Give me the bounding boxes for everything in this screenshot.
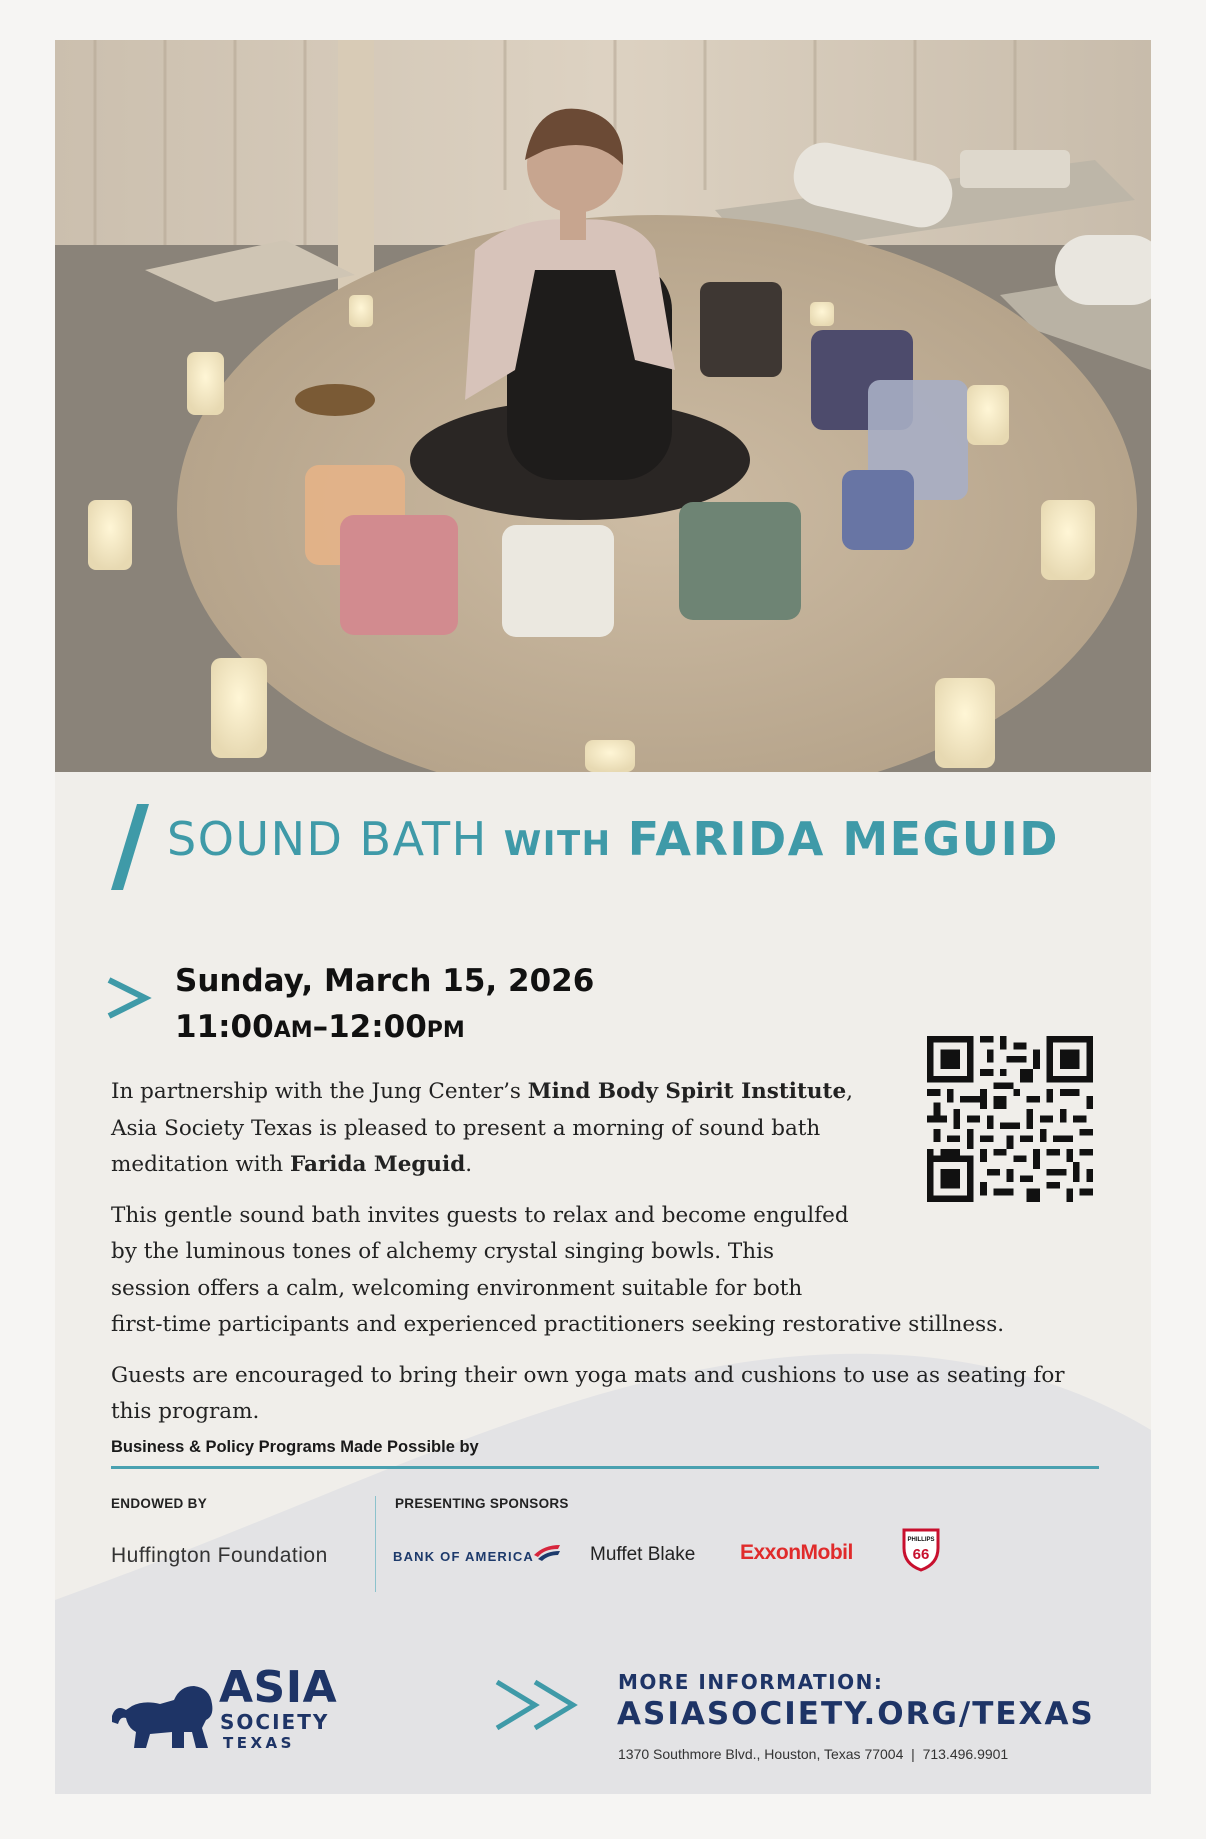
separator: | bbox=[911, 1746, 915, 1762]
description-paragraph-3: Guests are encouraged to bring their own yoga mats and cushions to use as seating for this program. bbox=[111, 1362, 1065, 1424]
muffet-blake: Muffet Blake bbox=[590, 1544, 696, 1565]
more-info-label: MORE INFORMATION: bbox=[618, 1670, 884, 1694]
presenting-label: PRESENTING SPONSORS bbox=[395, 1496, 569, 1511]
event-title bbox=[111, 800, 1131, 890]
qr-code[interactable] bbox=[927, 1036, 1093, 1202]
address-line bbox=[618, 1746, 1008, 1762]
title-part1: SOUND BATH bbox=[167, 812, 488, 866]
hero-photo bbox=[55, 40, 1151, 772]
sponsor-divider bbox=[375, 1496, 376, 1592]
svg-text:66: 66 bbox=[912, 1546, 930, 1563]
event-datetime bbox=[175, 958, 594, 1054]
bank-of-america-logo: BANK OF AMERICA bbox=[393, 1549, 535, 1564]
double-chevron-right-icon bbox=[495, 1678, 595, 1732]
flag-icon bbox=[532, 1543, 562, 1561]
made-possible-heading: Business & Policy Programs Made Possible by bbox=[111, 1438, 479, 1456]
endowed-label: ENDOWED BY bbox=[111, 1496, 208, 1511]
huffington-foundation: Huffington Foundation bbox=[111, 1544, 328, 1567]
phone-number: 713.496.9901 bbox=[922, 1746, 1009, 1762]
street-address: 1370 Southmore Blvd., Houston, Texas 77004 bbox=[618, 1746, 904, 1762]
description-paragraph-1: In partnership with the Jung Center’s Mind Body Spirit Institute, Asia Society Texas is pleased to present a morning of sound bath meditation with Farida Meguid. bbox=[111, 1079, 853, 1177]
title-part2: FARIDA MEGUID bbox=[627, 812, 1059, 866]
divider-rule bbox=[111, 1466, 1099, 1469]
asia-society-logo: ASIA SOCIETY TEXAS bbox=[219, 1662, 338, 1752]
title-text bbox=[167, 812, 1059, 866]
exxonmobil-logo: ExxonMobil bbox=[740, 1541, 853, 1564]
title-with: WITH bbox=[503, 824, 612, 864]
lion-icon bbox=[110, 1682, 216, 1752]
description-paragraph-2: This gentle sound bath invites guests to relax and become engulfed by the luminous tones of alchemy crystal singing bowls. This session offers a calm, welcoming environment suitable for both first-time participants and experienced practitioners seeking restorative stillness. bbox=[111, 1202, 1005, 1337]
event-flyer bbox=[55, 40, 1151, 1794]
phillips66-logo bbox=[898, 1526, 944, 1572]
event-date: Sunday, March 15, 2026 bbox=[175, 963, 595, 999]
event-time: 11:00AM–12:00PM bbox=[175, 1009, 465, 1045]
website-link[interactable]: ASIASOCIETY.ORG/TEXAS bbox=[617, 1696, 1095, 1732]
slash-icon bbox=[111, 804, 151, 890]
chevron-right-icon bbox=[105, 974, 153, 1022]
svg-text:PHILLIPS: PHILLIPS bbox=[907, 1537, 935, 1543]
